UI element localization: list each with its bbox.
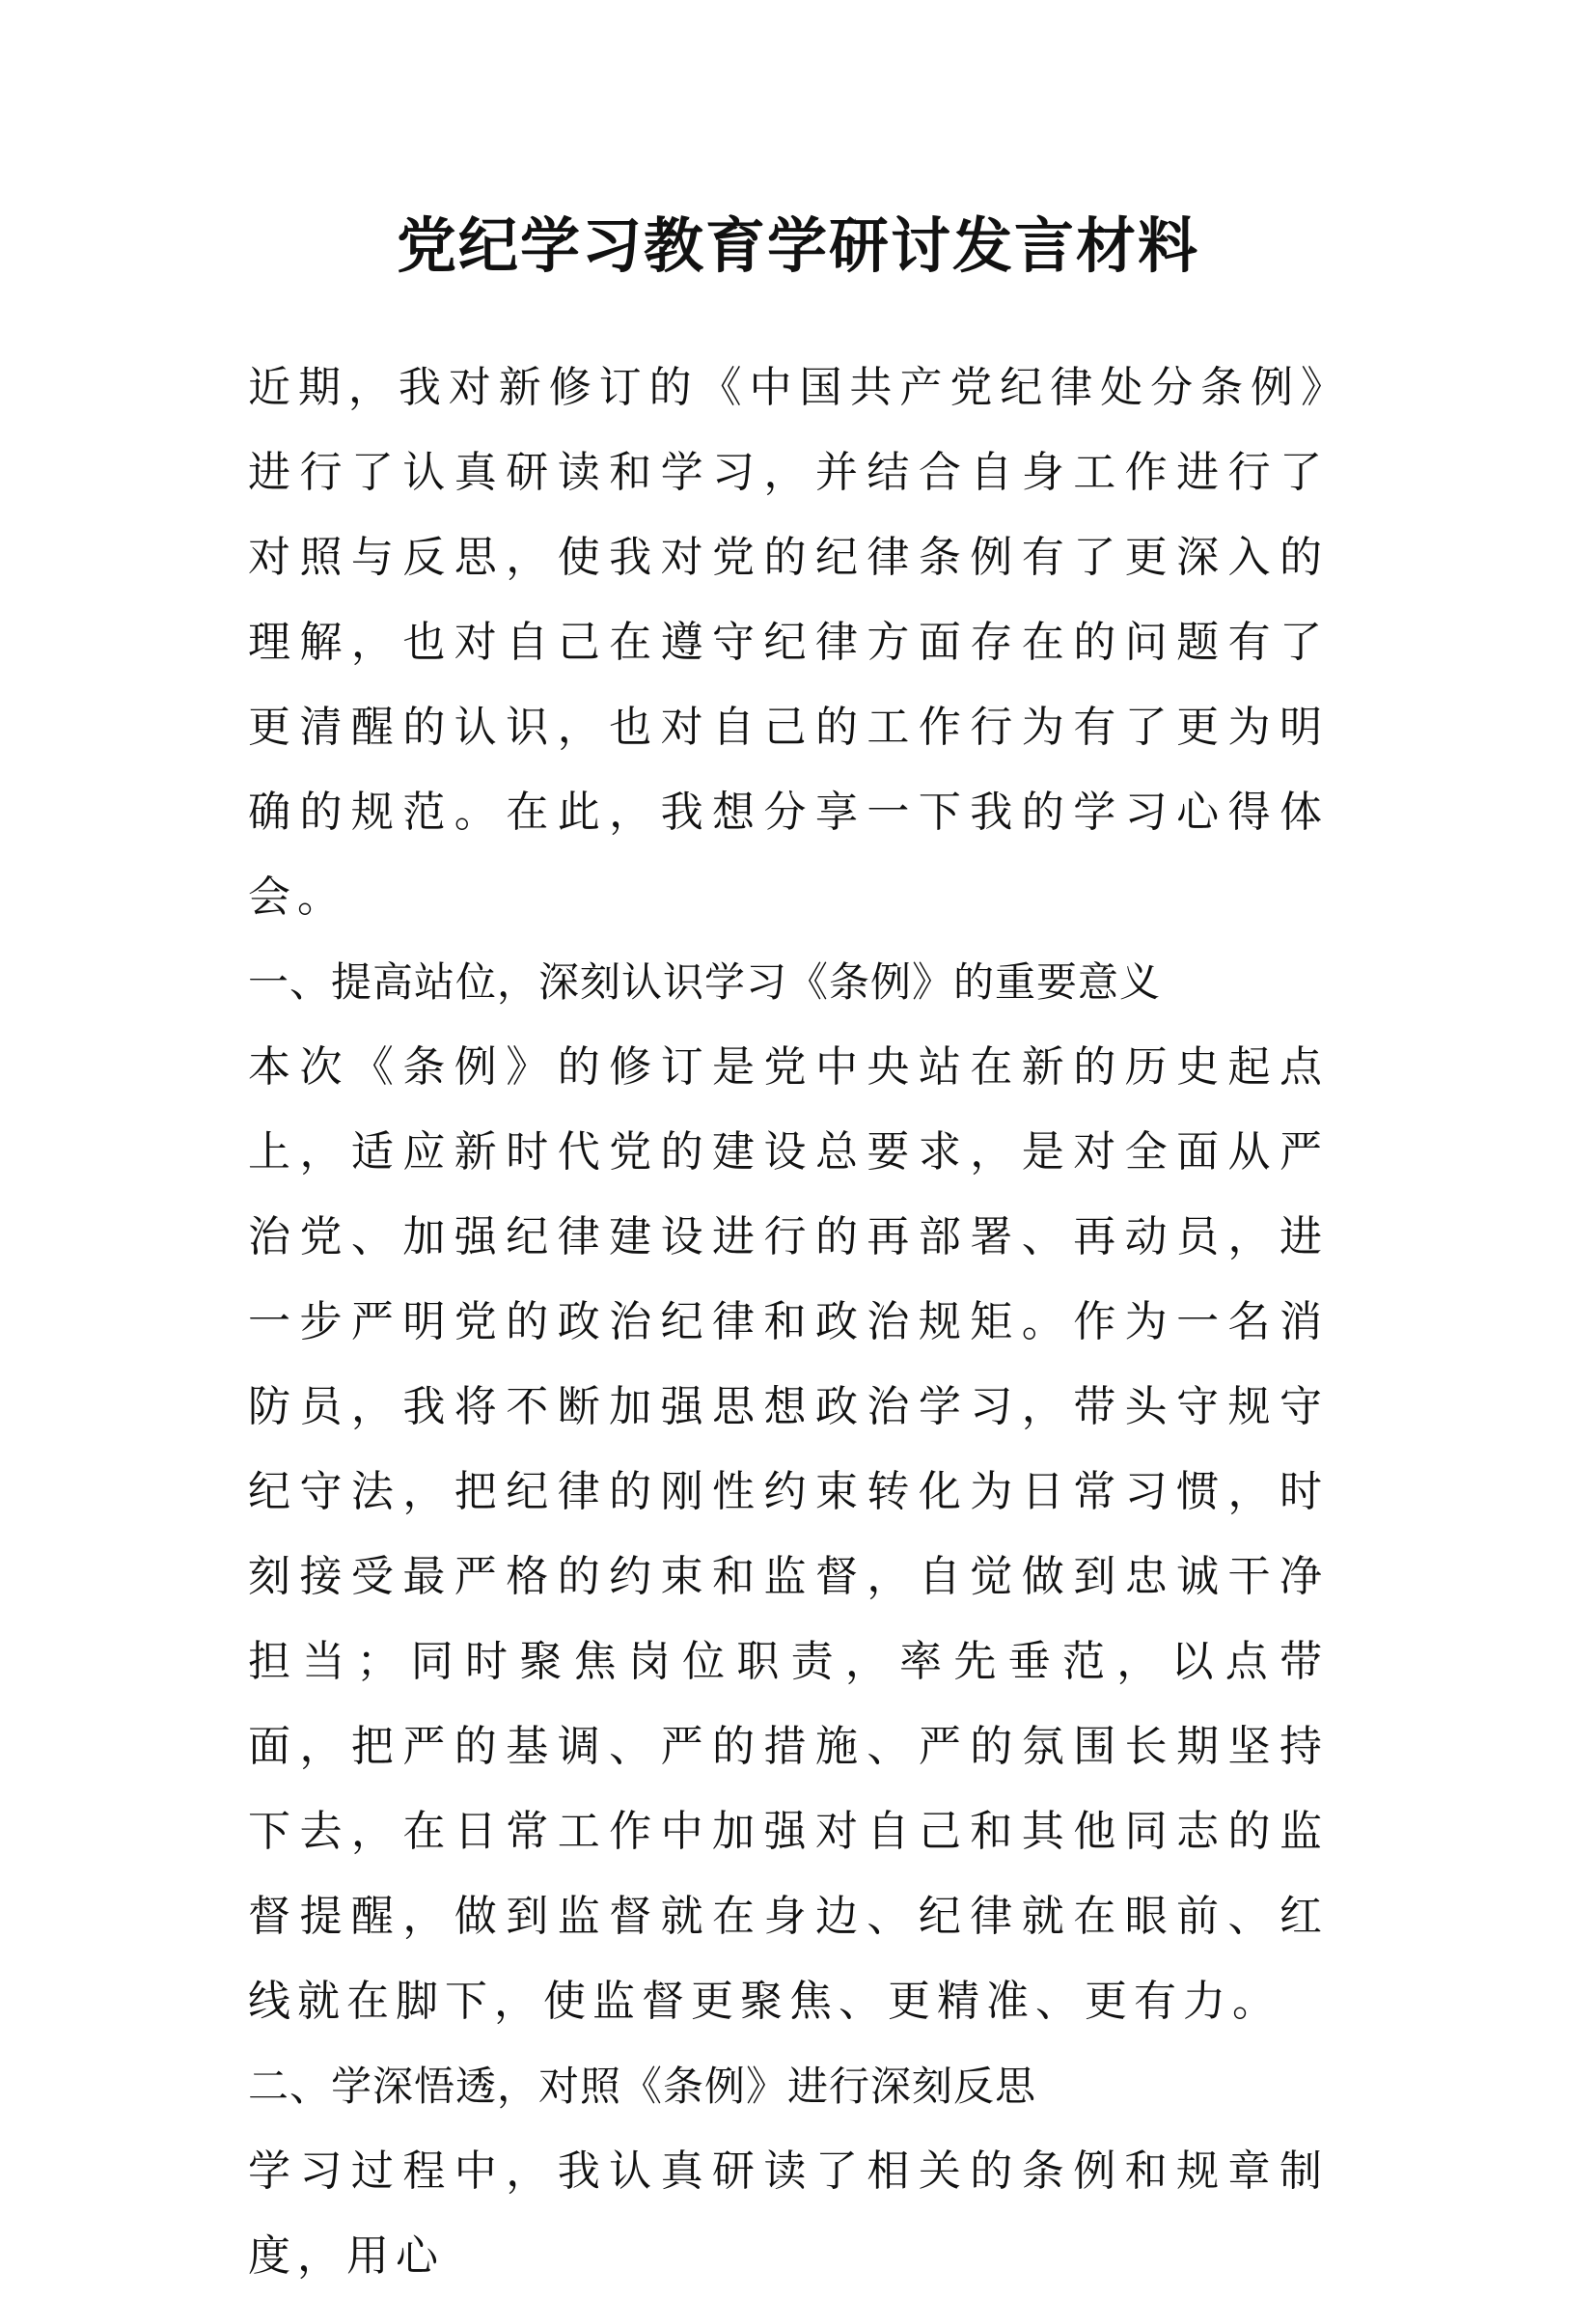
document-body <box>248 346 1329 2299</box>
section-1-paragraph: 本次《条例》的修订是党中央站在新的历史起点上，适应新时代党的建设总要求，是对全面从严治党、加强纪律建设进行的再部署、再动员，进一步严明党的政治纪律和政治规矩。作为一名消防员，我将不断加强思想政治学习，带头守规守纪守法，把纪律的刚性约束转化为日常习惯，时刻接受最严格的约束和监督，自觉做到忠诚干净担当；同时聚焦岗位职责，率先垂范，以点带面，把严的基调、严的措施、严的氛围长期坚持下去，在日常工作中加强对自己和其他同志的监督提醒，做到监督就在身边、纪律就在眼前、红线就在脚下，使监督更聚焦、更精准、更有力。 <box>248 1042 1329 2026</box>
document-title: 党纪学习教育学研讨发言材料 <box>396 210 1199 281</box>
section-2-heading: 二、学深悟透，对照《条例》进行深刻反思 <box>248 2063 1037 2110</box>
section-1-heading: 一、提高站位，深刻认识学习《条例》的重要意义 <box>248 958 1162 1006</box>
section-2-paragraph: 学习过程中，我认真研读了相关的条例和规章制度，用心 <box>248 2147 1329 2281</box>
intro-paragraph: 近期，我对新修订的《中国共产党纪律处分条例》进行了认真研读和学习，并结合自身工作进行了对照与反思，使我对党的纪律条例有了更深入的理解，也对自己在遵守纪律方面存在的问题有了更清醒的认识，也对自己的工作行为有了更为明确的规范。在此，我想分享一下我的学习心得体会。 <box>248 363 1329 922</box>
